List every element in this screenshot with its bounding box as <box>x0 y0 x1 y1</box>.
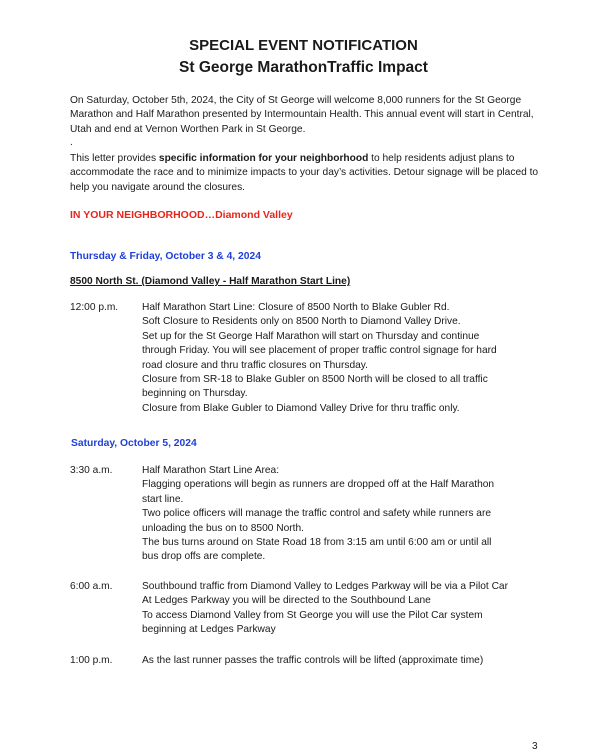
entry-line: beginning at Ledges Parkway <box>142 624 276 636</box>
entry-time: 3:30 a.m. <box>70 465 113 476</box>
intro-paragraph: On Saturday, October 5th, 2024, the City of St George will welcome 8,000 runners for the St George Marathon and Half Marathon presented by Intermountain Health. This annual event will start in Central, Utah and end at Vernon Worthen Park in St George. <box>70 95 534 135</box>
entry-line: bus drop offs are complete. <box>142 551 266 563</box>
entry-time: 6:00 a.m. <box>70 581 113 592</box>
entry-details <box>142 580 542 638</box>
p2-bold-text: specific information for your neighborhood <box>158 153 369 164</box>
section1-date-heading: Thursday & Friday, October 3 & 4, 2024 <box>70 251 261 262</box>
entry-line: As the last runner passes the traffic controls will be lifted (approximate time) <box>142 655 484 666</box>
entry-line: To access Diamond Valley from St George you will use the Pilot Car system <box>142 609 483 621</box>
entry-line: Closure from SR-18 to Blake Gubler on 8500 North will be closed to all traffic <box>142 374 488 386</box>
entry-line: Soft Closure to Residents only on 8500 North to Diamond Valley Drive. <box>142 316 461 328</box>
entry-line: Closure from Blake Gubler to Diamond Valley Drive for thru traffic only. <box>142 402 460 414</box>
neighborhood-info-paragraph <box>70 152 550 195</box>
entry-line: Southbound traffic from Diamond Valley to Ledges Parkway will be via a Pilot Car <box>142 581 508 592</box>
section2-date-heading: Saturday, October 5, 2024 <box>71 438 197 449</box>
entry-details <box>142 654 542 668</box>
entry-line: The bus turns around on State Road 18 from 3:15 am until 6:00 am or until all <box>142 537 492 549</box>
neighborhood-heading: IN YOUR NEIGHBORHOOD…Diamond Valley <box>70 209 293 221</box>
document-title: SPECIAL EVENT NOTIFICATION <box>189 37 418 54</box>
entry-line: Half Marathon Start Line Area: <box>142 465 280 476</box>
section1-subheading: 8500 North St. (Diamond Valley - Half Marathon Start Line) <box>70 276 351 287</box>
p2-text-start: This letter provides <box>70 153 159 164</box>
page-number: 3 <box>532 741 538 752</box>
entry-line: Two police officers will manage the traffic control and safety while runners are <box>142 508 492 520</box>
entry-line: At Ledges Parkway you will be directed to the Southbound Lane <box>142 595 431 607</box>
entry-line: beginning on Thursday. <box>142 388 248 400</box>
entry-line: unloading the bus on to 8500 North. <box>142 522 304 534</box>
entry-line: start line. <box>142 493 184 505</box>
entry-details <box>142 301 542 416</box>
entry-line: road closure and thru traffic closures on Thursday. <box>142 359 368 371</box>
document-subtitle: St George MarathonTraffic Impact <box>179 59 428 76</box>
intro-separator: . <box>70 137 73 148</box>
entry-details <box>142 464 542 565</box>
entry-line: Half Marathon Start Line: Closure of 8500 North to Blake Gubler Rd. <box>142 302 450 313</box>
entry-line: Set up for the St George Half Marathon will start on Thursday and continue <box>142 330 480 342</box>
entry-line: Flagging operations will begin as runners are dropped off at the Half Marathon <box>142 479 495 491</box>
entry-time: 12:00 p.m. <box>70 302 119 313</box>
entry-line: through Friday. You will see placement of proper traffic control signage for hard <box>142 345 497 357</box>
p2-text-end: to help residents adjust plans to accommodate the race and to minimize impacts to your day’s activities. Detour signage will be placed to help you navigate around the closures. <box>70 153 539 193</box>
entry-time: 1:00 p.m. <box>70 655 113 666</box>
